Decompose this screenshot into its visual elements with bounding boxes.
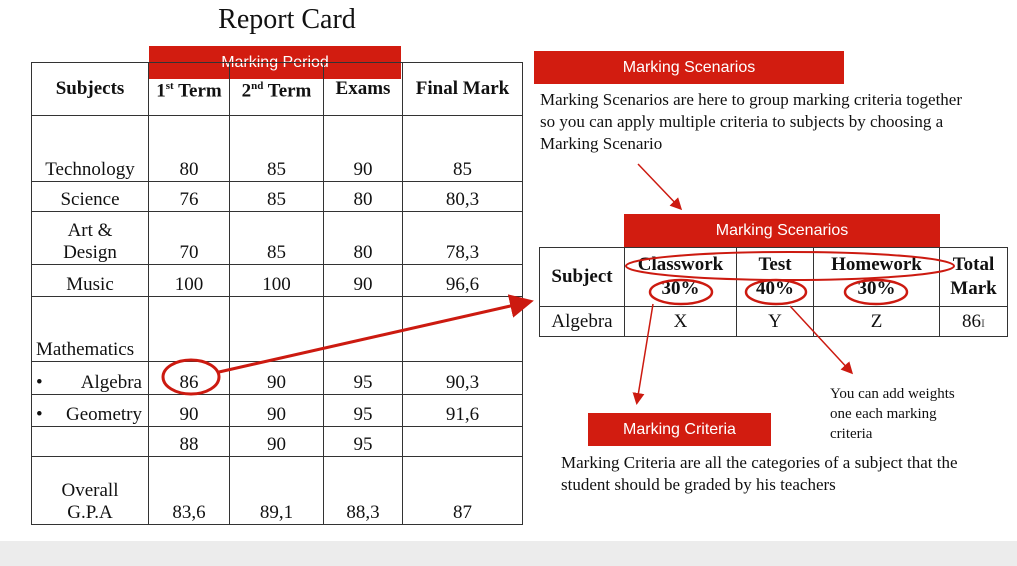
weight-circle-40 [746, 280, 806, 304]
test-cell: Y [737, 307, 814, 337]
subject-cell: Algebra [540, 307, 625, 337]
exams-cell: 88,3 [324, 457, 403, 525]
term1-cell: 70 [149, 212, 230, 265]
marking-scenarios-description: Marking Scenarios are here to group marking criteria together so you can apply multiple criteria to subjects by choosing a Marking Scenario [540, 90, 963, 153]
term2-cell: 85 [230, 212, 324, 265]
homework-cell: Z [814, 307, 940, 337]
highlight-circle-86 [163, 360, 219, 394]
exams-cell: 80 [324, 182, 403, 212]
final-cell: 91,6 [403, 395, 523, 427]
marking-scenarios-label: Marking Scenarios [534, 51, 844, 84]
marking-period-label: Marking Period [149, 46, 401, 79]
term2-cell: 90 [230, 395, 324, 427]
term2-cell: 100 [230, 265, 324, 297]
subject-cell-geometry: • Geometry [32, 395, 149, 427]
subject-cell: Science [32, 182, 149, 212]
final-cell: 90,3 [403, 362, 523, 395]
marking-criteria-description: Marking Criteria are all the categories of a subject that the student should be graded by his teachers [561, 453, 958, 494]
header-classwork: Classwork 30% [625, 248, 737, 307]
final-cell: 78,3 [403, 212, 523, 265]
term2-cell: 90 [230, 362, 324, 395]
term2-cell: 85 [230, 182, 324, 212]
term1-cell: 80 [149, 116, 230, 182]
criteria-header-ellipse [626, 252, 954, 280]
classwork-weight: 30% [661, 278, 700, 299]
footer-bar [0, 541, 1017, 566]
weight-circle-30-homework [845, 280, 907, 304]
exams-cell: 90 [324, 116, 403, 182]
exams-cell: 80 [324, 212, 403, 265]
exams-cell: 90 [324, 265, 403, 297]
term2-cell: 90 [230, 427, 324, 457]
exams-cell: 95 [324, 362, 403, 395]
term1-cell: 90 [149, 395, 230, 427]
weight-circle-30-classwork [650, 280, 712, 304]
subject-cell-overall: Overall G.P.A [32, 457, 149, 525]
scenario-pointer-arrow [638, 164, 680, 208]
exams-cell: 95 [324, 427, 403, 457]
header-exams: Exams [324, 63, 403, 116]
report-card-title: Report Card [218, 4, 356, 35]
term1-cell: 86 [149, 362, 230, 395]
term1-cell: 88 [149, 427, 230, 457]
final-cell: 87 [403, 457, 523, 525]
term1-cell: 100 [149, 265, 230, 297]
header-homework: Homework 30% [814, 248, 940, 307]
test-weight: 40% [756, 278, 794, 299]
subject-cell: Art & Design [32, 212, 149, 265]
term2-cell: 89,1 [230, 457, 324, 525]
final-cell: 80,3 [403, 182, 523, 212]
marking-criteria-label: Marking Criteria [588, 413, 771, 446]
marking-scenarios-band: Marking Scenarios [624, 214, 940, 247]
header-term1: 1st Term [149, 63, 230, 116]
term2-cell: 85 [230, 116, 324, 182]
subject-cell-algebra: • Algebra [32, 362, 149, 395]
final-cell: 85 [403, 116, 523, 182]
criteria-arrow [637, 304, 653, 402]
header-test: Test 40% [737, 248, 814, 307]
header-subject: Subject [540, 248, 625, 307]
total-cell: 86I [940, 307, 1008, 337]
subject-cell-mathematics: Mathematics [32, 297, 149, 362]
term1-cell: 83,6 [149, 457, 230, 525]
exams-cell: 95 [324, 395, 403, 427]
header-final-mark: Final Mark [403, 63, 523, 116]
connector-arrow [219, 302, 528, 372]
text-cursor-icon: I [981, 315, 985, 330]
subject-cell: Technology [32, 116, 149, 182]
subject-cell: Music [32, 265, 149, 297]
header-total-mark: Total Mark [940, 248, 1008, 307]
classwork-cell: X [625, 307, 737, 337]
term1-cell: 76 [149, 182, 230, 212]
homework-weight: 30% [857, 278, 896, 299]
weights-arrow [790, 306, 851, 372]
weights-note: You can add weights one each marking criteria [830, 386, 955, 442]
header-term2: 2nd Term [230, 63, 324, 116]
header-subjects: Subjects [32, 63, 149, 116]
final-cell: 96,6 [403, 265, 523, 297]
